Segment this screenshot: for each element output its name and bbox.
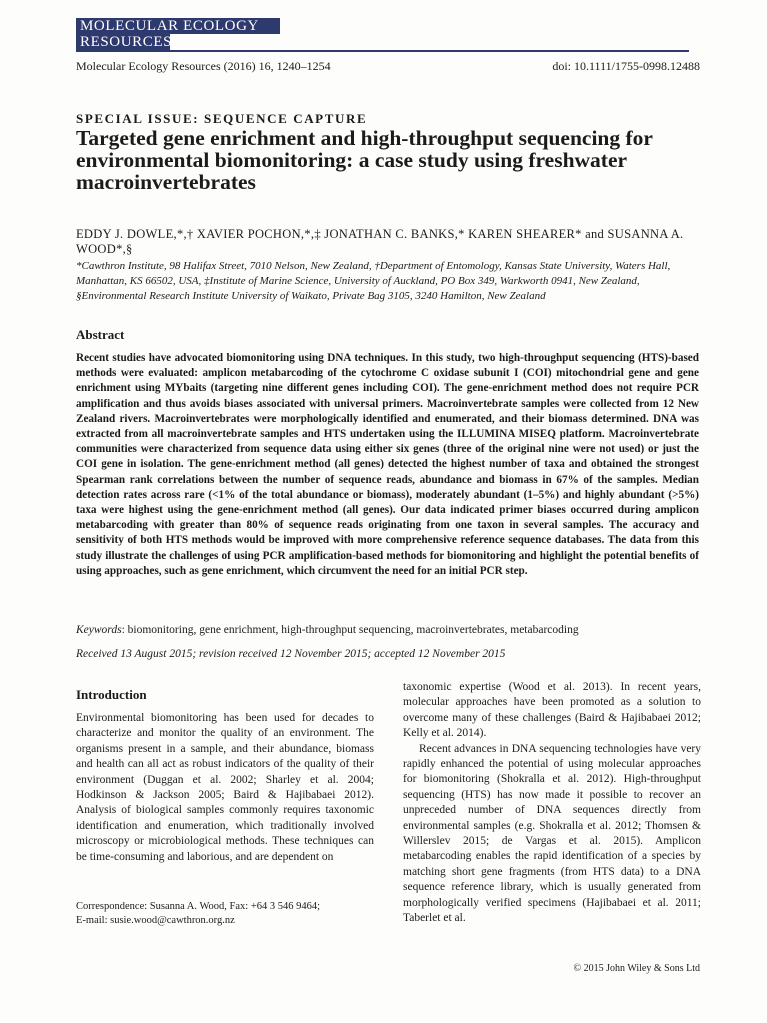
masthead-line-2: RESOURCES	[76, 34, 170, 50]
abstract-text: Recent studies have advocated biomonitoring using DNA techniques. In this study, two high-throughput sequencing (HTS)-based methods were evaluated: amplicon metabarcoding of the cytochrome C oxidase subunit I (COI) mitochondrial gene and gene enrichment using MYbaits (targeting nine different genes including COI). The gene-enrichment method does not require PCR amplification and thus avoids biases associated with universal primers. Macroinvertebrate samples were collected from 12 New Zealand rivers. Macroinvertebrates were morphologically identified and enumerated, and their biomass determined. DNA was extracted from all macroinvertebrate samples and HTS undertaken using the ILLUMINA MISEQ platform. Macroinvertebrate communities were characterized from sequence data using either six genes (three of the original nine were not used) or just the COI gene in isolation. The gene-enrichment method (all genes) detected the highest number of taxa and obtained the strongest Spearman rank correlations between the number of sequence reads, abundance and biomass in 67% of the samples. Median detection rates across rare (<1% of the total abundance or biomass), moderately abundant (1–5%) and highly abundant (>5%) taxa were highest using the gene-enrichment method (all genes). Our data indicated primer biases occurred during amplicon metabarcoding with greater than 80% of sequence reads originating from one taxon in several samples. The accuracy and sensitivity of both HTS methods would be improved with more comprehensive reference sequence databases. The data from this study illustrate the challenges of using PCR amplification-based methods for biomonitoring and highlight the potential benefits of using approaches, such as gene enrichment, which circumvent the need for an initial PCR step.	[76, 352, 699, 577]
intro-right-paragraph-2: Recent advances in DNA sequencing technologies have very rapidly enhanced the potential of using molecular approaches for biomonitoring (Shokralla et al. 2012). High-throughput sequencing (HTS) has now made it possible to recover an unpreceded number of DNA sequences directly from environmental samples (e.g. Shokralla et al. 2012; Thomsen & Willerslev 2015; de Vargas et al. 2015). Amplicon metabarcoding enables the rapid identification of a species by matching short gene fragments (from HTS data) to a DNA sequence reference library, which is usually generated from morphologically verified specimens (Hajibabaei et al. 2011; Taberlet et al.	[403, 742, 701, 925]
correspondence	[76, 900, 376, 928]
correspondence-line-1: Correspondence: Susanna A. Wood, Fax: +64 3 546 9464;	[76, 901, 321, 912]
masthead-rule	[76, 50, 689, 52]
correspondence-email[interactable]: E-mail: susie.wood@cawthron.org.nz	[76, 915, 235, 926]
received-dates: Received 13 August 2015; revision received 12 November 2015; accepted 12 November 2015	[76, 648, 506, 660]
keywords-list: biomonitoring, gene enrichment, high-throughput sequencing, macroinvertebrates, metabarcoding	[127, 624, 579, 636]
intro-right-column	[403, 680, 701, 927]
author-list: EDDY J. DOWLE,*,† XAVIER POCHON,*,‡ JONATHAN C. BANKS,* KAREN SHEARER* and SUSANNA A. WOOD*,§	[76, 227, 684, 256]
introduction-heading: Introduction	[76, 687, 147, 702]
special-issue-label: SPECIAL ISSUE: SEQUENCE CAPTURE	[76, 111, 368, 126]
masthead-line-1: MOLECULAR ECOLOGY	[76, 18, 280, 34]
keywords: Keywords: biomonitoring, gene enrichment, high-throughput sequencing, macroinvertebrates, metabarcoding	[76, 624, 579, 636]
journal-citation: Molecular Ecology Resources (2016) 16, 1240–1254	[76, 59, 331, 73]
intro-left-column: Environmental biomonitoring has been used for decades to characterize and monitor the quality of an environment. The organisms present in a sample, and their abundance, biomass and health can all act as robust indicators of the quality of their environment (Duggan et al. 2002; Sharley et al. 2004; Hodkinson & Jackson 2005; Baird & Hajibabaei 2012). Analysis of biological samples commonly requires taxonomic identification and enumeration, which traditionally involved microscopy or microbiological methods. These techniques can be time-consuming and laborious, and are dependent on	[76, 712, 374, 863]
journal-masthead	[76, 18, 689, 50]
article-title: Targeted gene enrichment and high-throughput sequencing for environmental biomonitoring: a case study using freshwater macroinvertebrates	[76, 126, 653, 194]
keywords-label: Keywords	[76, 624, 122, 636]
intro-right-paragraph-1: taxonomic expertise (Wood et al. 2013). In recent years, molecular approaches have been promoted as a solution to overcome many of these challenges (Baird & Hajibabaei 2012; Kelly et al. 2014).	[403, 681, 701, 740]
affiliations: *Cawthron Institute, 98 Halifax Street, 7010 Nelson, New Zealand, †Department of Entomology, Kansas State University, Waters Hall, Manhattan, KS 66502, USA, ‡Institute of Marine Science, University of Auckland, PO Box 349, Warkworth 0941, New Zealand, §Environmental Research Institute University of Waikato, Private Bag 3105, 3240 Hamilton, New Zealand	[76, 260, 671, 302]
copyright: © 2015 John Wiley & Sons Ltd	[573, 963, 700, 974]
doi[interactable]: doi: 10.1111/1755-0998.12488	[552, 59, 700, 73]
abstract-heading: Abstract	[76, 327, 125, 342]
